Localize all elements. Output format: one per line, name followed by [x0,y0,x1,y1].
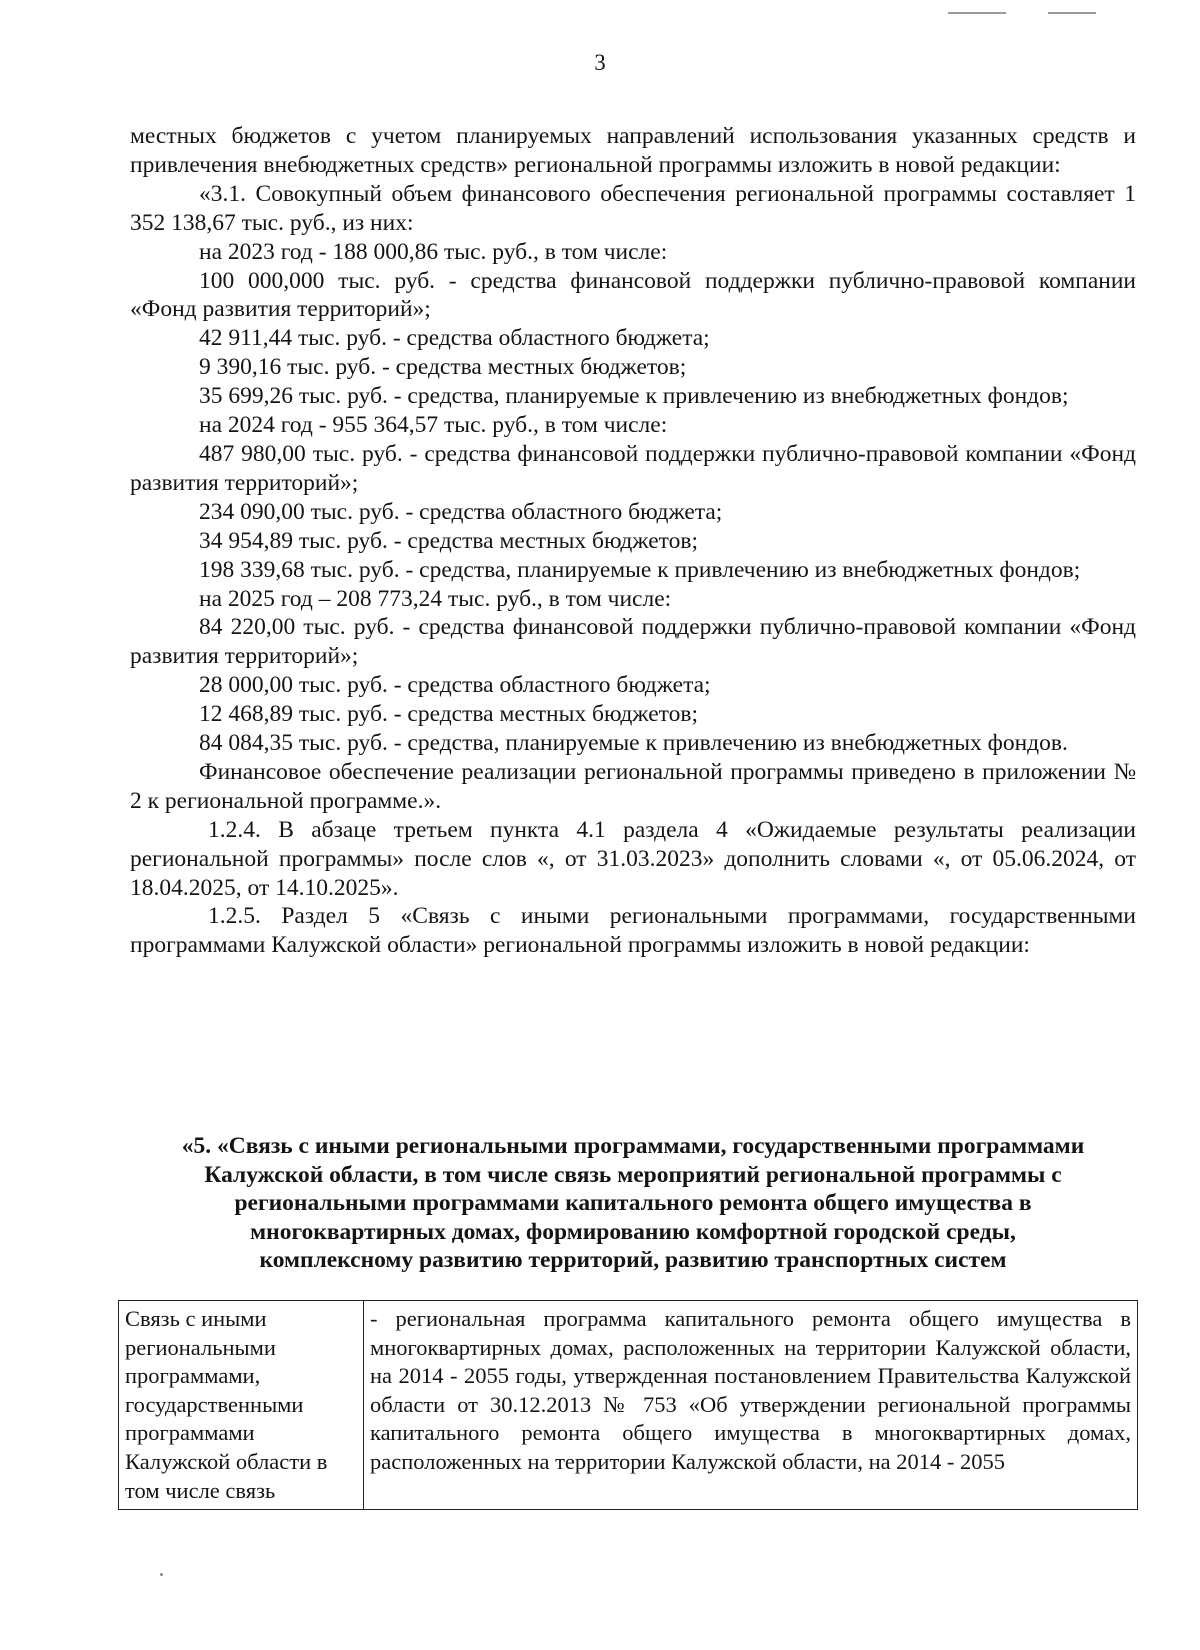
section-title-line: «5. «Связь с иными региональными программами, государственными программами [181,1133,1085,1159]
page-number: 3 [594,50,606,75]
paragraph: 35 699,26 тыс. руб. - средства, планируемые к привлечению из внебюджетных фондов; [199,383,1069,410]
paragraph: на 2024 год - 955 364,57 тыс. руб., в том числе: [199,412,668,439]
program-links-table [118,1300,1138,1510]
paragraph: 9 390,16 тыс. руб. - средства местных бюджетов; [199,354,687,381]
section-title-line: комплексному развитию территорий, развитию транспортных систем [259,1247,1007,1274]
scan-artifact [160,1573,163,1576]
document-body [130,122,1136,960]
header-rule-left [948,12,1006,14]
paragraph: 487 980,00 тыс. руб. - средства финансовой поддержки публично-правовой компании «Фонд развития территорий»; [130,440,1136,496]
table-cell-label: Связь с иными региональными программами, государственными программами Калужской области в том числе связь [119,1301,364,1510]
table-row [119,1301,1138,1510]
paragraph: 234 090,00 тыс. руб. - средства областного бюджета; [199,498,723,525]
section-title-line: региональными программами капитального ремонта общего имущества в [234,1190,1032,1217]
paragraph: 28 000,00 тыс. руб. - средства областного бюджета; [199,672,711,699]
paragraph: 84 084,35 тыс. руб. - средства, планируемые к привлечению из внебюджетных фондов. [199,730,1068,757]
paragraph: «3.1. Совокупный объем финансового обеспечения региональной программы составляет 1 352 138,67 тыс. руб., из них: [130,180,1136,236]
paragraph: Финансовое обеспечение реализации региональной программы приведено в приложении № 2 к региональной программе.». [130,758,1136,814]
section-title-line: Калужской области, в том числе связь мероприятий региональной программы с [204,1161,1062,1188]
paragraph: 84 220,00 тыс. руб. - средства финансовой поддержки публично-правовой компании «Фонд развития территорий»; [130,614,1136,670]
paragraph: 198 339,68 тыс. руб. - средства, планируемые к привлечению из внебюджетных фондов; [199,556,1081,583]
section-title [110,1132,1156,1275]
paragraph: на 2025 год – 208 773,24 тыс. руб., в том числе: [199,585,672,612]
paragraph: 1.2.5. Раздел 5 «Связь с иными региональными программами, государственными программами Калужской области» региональной программы изложить в новой редакции: [130,903,1136,959]
section-title-line: многоквартирных домах, формированию комфортной городской среды, [250,1218,1016,1245]
table-cell-content: - региональная программа капитального ремонта общего имущества в многоквартирных домах, расположенных на территории Калужской области, на 2014 - 2055 годы, утвержденная постановлением Правительства Калужской области от 30.12.2013 № 753 «Об утверждении региональной программы капитального ремонта общего имущества в многоквартирных домах, расположенных на территории Калужской области, на 2014 - 2055 [364,1301,1138,1510]
paragraph: 100 000,000 тыс. руб. - средства финансовой поддержки публично-правовой компании «Фонд развития территорий»; [130,267,1136,323]
paragraph: 12 468,89 тыс. руб. - средства местных бюджетов; [199,701,698,728]
paragraph: местных бюджетов с учетом планируемых направлений использования указанных средств и привлечения внебюджетных средств» региональной программы изложить в новой редакции: [130,123,1136,178]
paragraph: 34 954,89 тыс. руб. - средства местных бюджетов; [199,527,698,554]
header-rule-right [1048,12,1096,14]
paragraph: 1.2.4. В абзаце третьем пункта 4.1 раздела 4 «Ожидаемые результаты реализации региональной программы» после слов «, от 31.03.2023» дополнить словами «, от 05.06.2024, от 18.04.2025, от 14.10.2025». [130,816,1136,901]
paragraph: 42 911,44 тыс. руб. - средства областного бюджета; [199,325,710,352]
paragraph: на 2023 год - 188 000,86 тыс. руб., в том числе: [199,238,668,265]
